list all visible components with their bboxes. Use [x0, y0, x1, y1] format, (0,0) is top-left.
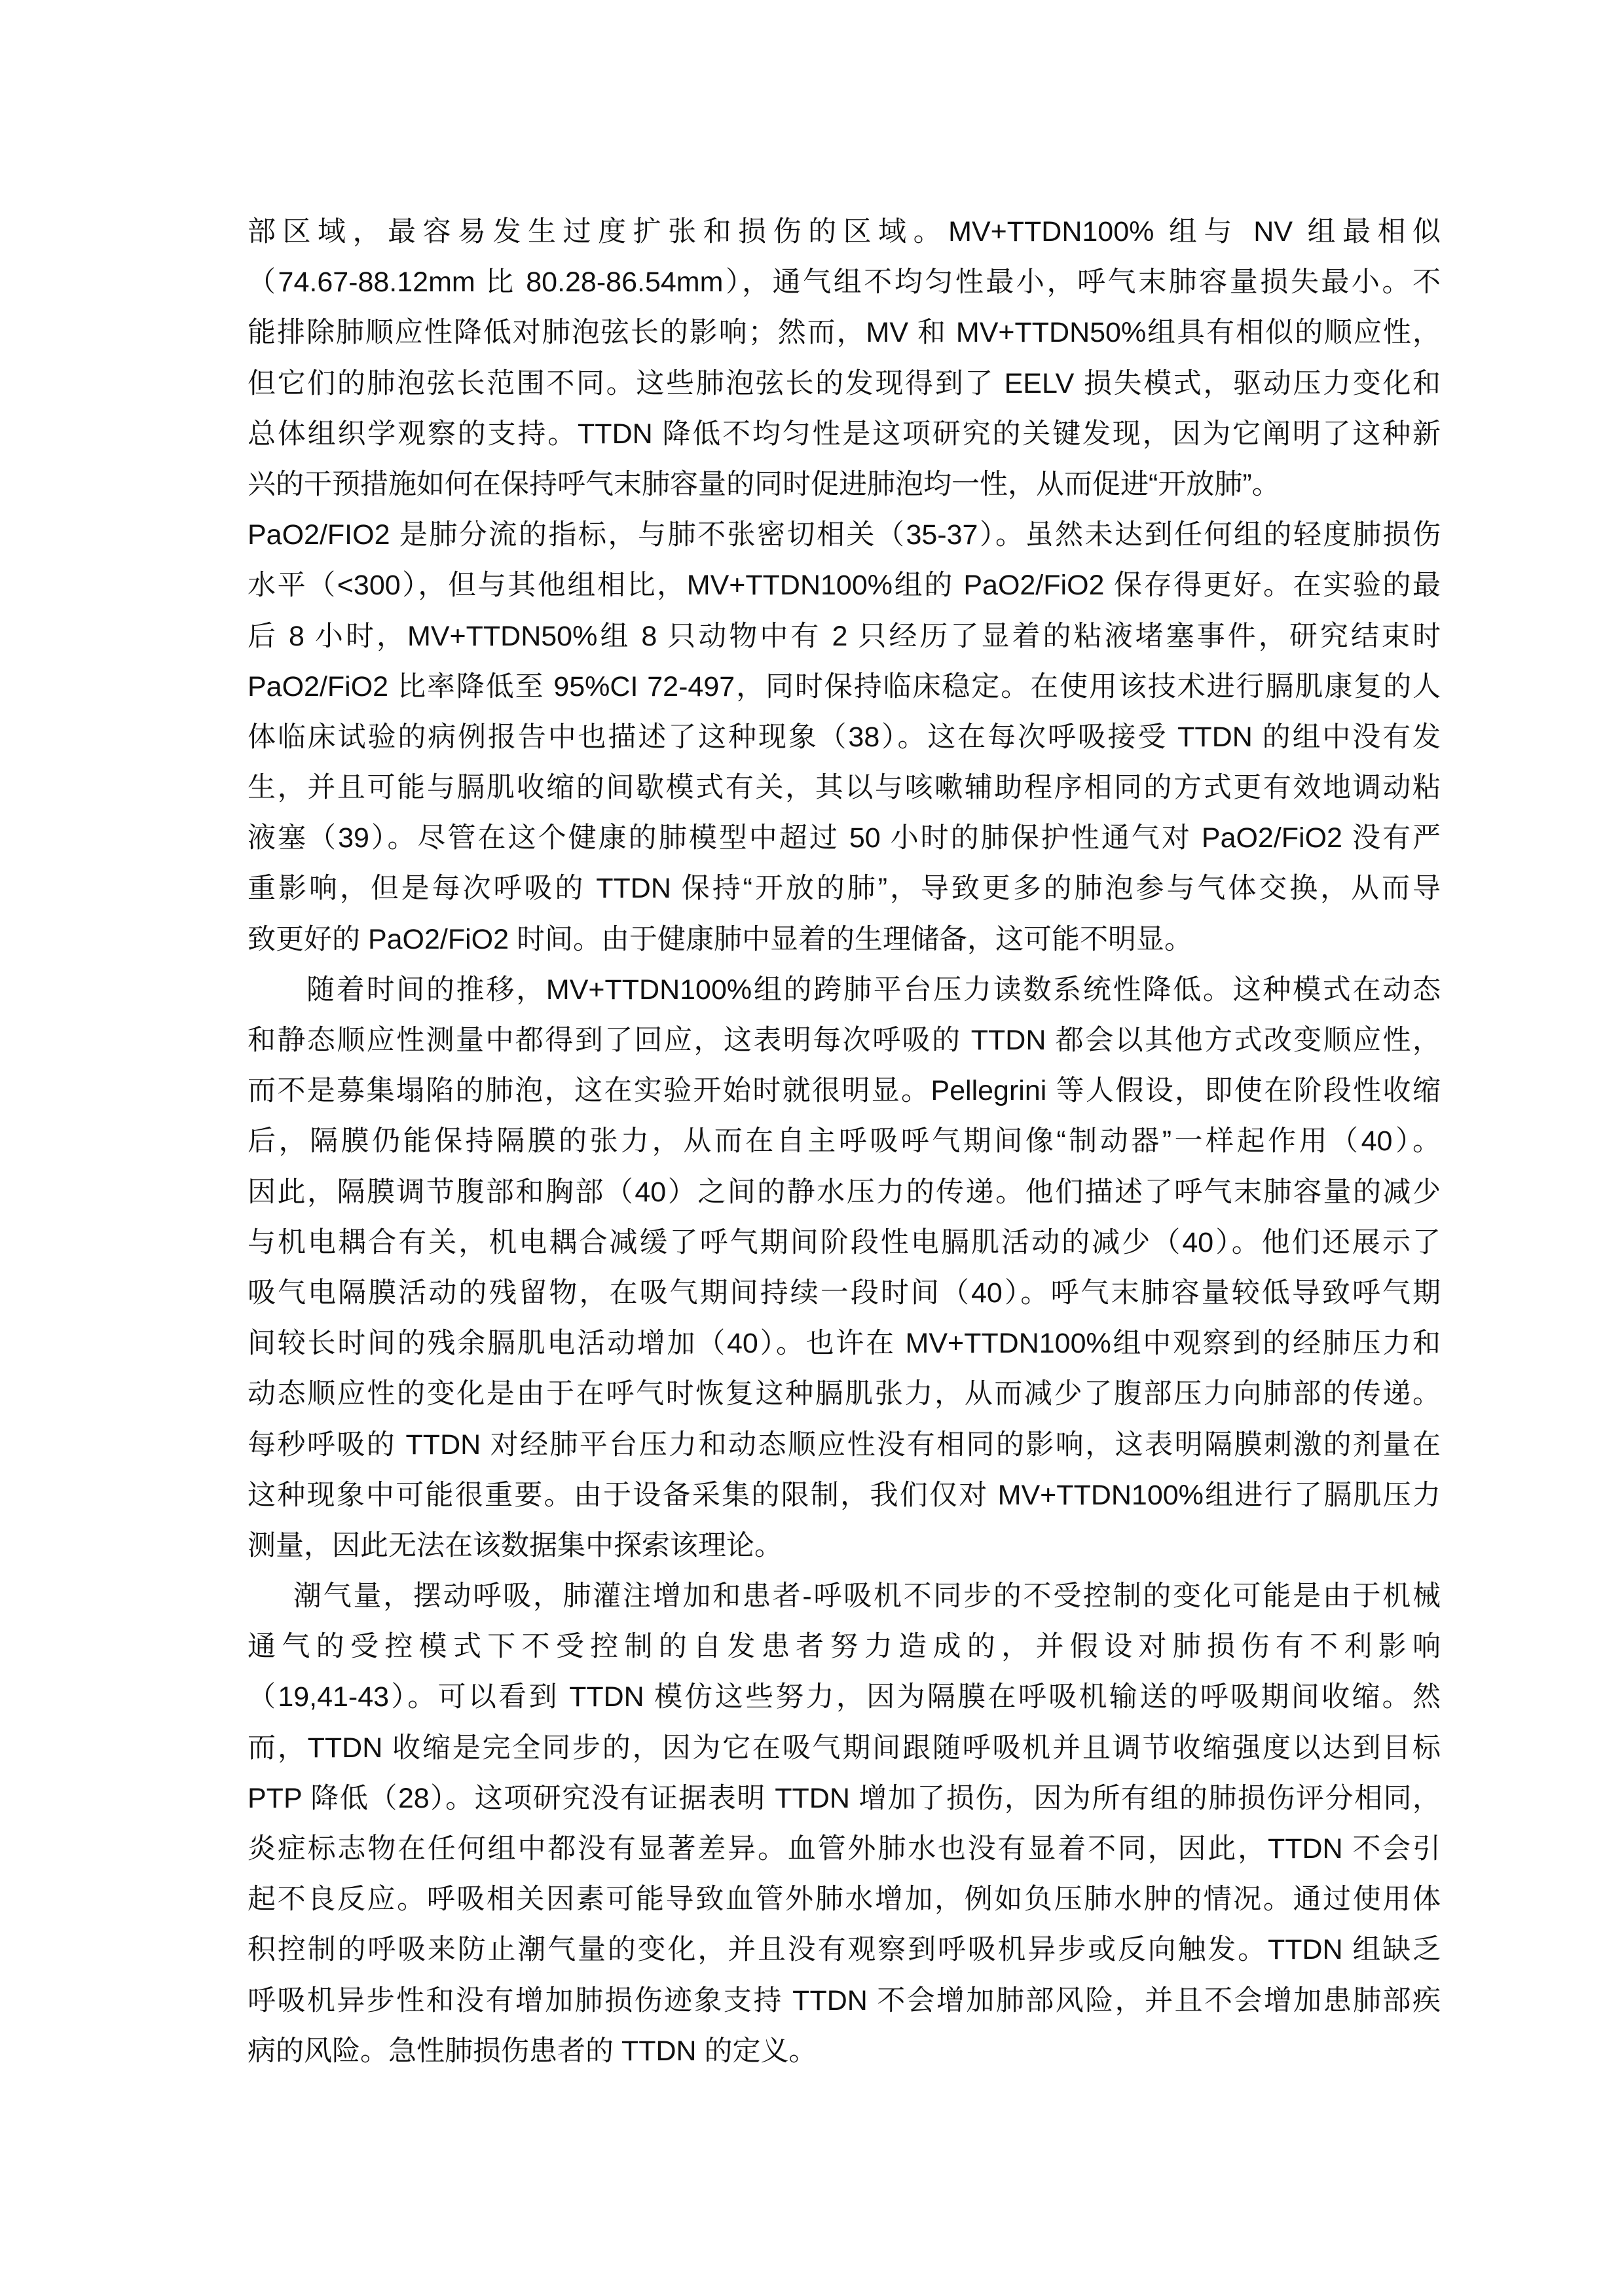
body-text: [248, 207, 1441, 2077]
paragraph-3-line-1: 随着时间的推移，MV+TTDN100%组的跨肺平台压力读数系统性降低。这种模式在动态: [306, 974, 1441, 1006]
paragraph-4-line-6: 炎症标志物在任何组中都没有显著差异。血管外肺水也没有显着不同，因此，TTDN 不会引: [248, 1833, 1441, 1865]
paragraph-4-line-4: 而，TTDN 收缩是完全同步的，因为它在吸气期间跟随呼吸机并且调节收缩强度以达到目标: [248, 1732, 1441, 1764]
paragraph-4-line-5: PTP 降低（28）。这项研究没有证据表明 TTDN 增加了损伤，因为所有组的肺损伤评分相同，: [248, 1782, 1441, 1814]
paragraph-2-line-6: 生，并且可能与膈肌收缩的间歇模式有关，其以与咳嗽辅助程序相同的方式更有效地调动粘: [248, 772, 1441, 804]
paragraph-2-line-2: 水平（<300），但与其他组相比，MV+TTDN100%组的 PaO2/FiO2 保存得更好。在实验的最: [248, 570, 1441, 602]
paragraph-4-line-9: 呼吸机异步性和没有增加肺损伤迹象支持 TTDN 不会增加肺部风险，并且不会增加患肺部疾: [248, 1984, 1441, 2016]
paragraph-2-line-9: 致更好的 PaO2/FiO2 时间。由于健康肺中显着的生理储备，这可能不明显。: [248, 923, 1192, 955]
paragraph-2-line-5: 体临床试验的病例报告中也描述了这种现象（38）。这在每次呼吸接受 TTDN 的组中没有发: [248, 721, 1441, 753]
paragraph-3-line-5: 因此，隔膜调节腹部和胸部（40）之间的静水压力的传递。他们描述了呼气末肺容量的减少: [248, 1176, 1441, 1208]
paragraph-4-line-1: 潮气量，摆动呼吸，肺灌注增加和患者-呼吸机不同步的不受控制的变化可能是由于机械: [293, 1580, 1441, 1613]
paragraph-4-line-10: 病的风险。急性肺损伤患者的 TTDN 的定义。: [248, 2035, 817, 2067]
paragraph-4-line-7: 起不良反应。呼吸相关因素可能导致血管外肺水增加，例如负压肺水肿的情况。通过使用体: [248, 1884, 1441, 1916]
paragraph-3-line-7: 吸气电隔膜活动的残留物，在吸气期间持续一段时间（40）。呼气末肺容量较低导致呼气期: [248, 1277, 1441, 1309]
paragraph-3-line-2: 和静态顺应性测量中都得到了回应，这表明每次呼吸的 TTDN 都会以其他方式改变顺应性，: [248, 1025, 1441, 1056]
paragraph-1: [248, 207, 1441, 510]
paragraph-4-line-2: 通气的受控模式下不受控制的自发患者努力造成的，并假设对肺损伤有不利影响: [248, 1631, 1441, 1663]
paragraph-2-line-8: 重影响，但是每次呼吸的 TTDN 保持“开放的肺”，导致更多的肺泡参与气体交换，从而导: [248, 873, 1441, 905]
paragraph-1-line-6: 兴的干预措施如何在保持呼气末肺容量的同时促进肺泡均一性，从而促进“开放肺”。: [248, 468, 1280, 500]
paragraph-3-line-6: 与机电耦合有关，机电耦合减缓了呼气期间阶段性电膈肌活动的减少（40）。他们还展示了: [248, 1226, 1441, 1258]
paragraph-4: [248, 1571, 1441, 2077]
paragraph-3: [248, 965, 1441, 1571]
paragraph-1-line-2: （74.67-88.12mm 比 80.28-86.54mm），通气组不均匀性最小，呼气末肺容量损失最小。不: [248, 266, 1441, 299]
paragraph-2-line-3: 后 8 小时，MV+TTDN50%组 8 只动物中有 2 只经历了显着的粘液堵塞事件，研究结束时: [248, 620, 1441, 652]
paragraph-4-line-3: （19,41-43）。可以看到 TTDN 模仿这些努力，因为隔膜在呼吸机输送的呼吸期间收缩。然: [248, 1681, 1441, 1713]
paragraph-3-line-4: 后，隔膜仍能保持隔膜的张力，从而在自主呼吸呼气期间像“制动器”一样起作用（40）。: [248, 1125, 1441, 1157]
paragraph-1-line-4: 但它们的肺泡弦长范围不同。这些肺泡弦长的发现得到了 EELV 损失模式，驱动压力变化和: [248, 367, 1441, 399]
paragraph-2-line-1: PaO2/FIO2 是肺分流的指标，与肺不张密切相关（35-37）。虽然未达到任何组的轻度肺损伤: [248, 519, 1441, 551]
paragraph-2: [248, 510, 1441, 965]
paragraph-3-line-10: 每秒呼吸的 TTDN 对经肺平台压力和动态顺应性没有相同的影响，这表明隔膜刺激的剂量在: [248, 1429, 1441, 1461]
paragraph-2-line-7: 液塞（39）。尽管在这个健康的肺模型中超过 50 小时的肺保护性通气对 PaO2/FiO2 没有严: [248, 822, 1441, 854]
paragraph-3-line-9: 动态顺应性的变化是由于在呼气时恢复这种膈肌张力，从而减少了腹部压力向肺部的传递。: [248, 1378, 1441, 1410]
paragraph-3-line-8: 间较长时间的残余膈肌电活动增加（40）。也许在 MV+TTDN100%组中观察到的经肺压力和: [248, 1328, 1441, 1360]
paragraph-3-line-12: 测量，因此无法在该数据集中探索该理论。: [248, 1529, 783, 1561]
paragraph-1-line-3: 能排除肺顺应性降低对肺泡弦长的影响；然而，MV 和 MV+TTDN50%组具有相似的顺应性，: [248, 317, 1441, 349]
paragraph-3-line-3: 而不是募集塌陷的肺泡，这在实验开始时就很明显。Pellegrini 等人假设，即使在阶段性收缩: [248, 1075, 1441, 1107]
paragraph-3-line-11: 这种现象中可能很重要。由于设备采集的限制，我们仅对 MV+TTDN100%组进行了膈肌压力: [248, 1479, 1441, 1511]
paragraph-2-line-4: PaO2/FiO2 比率降低至 95%CI 72-497，同时保持临床稳定。在使用该技术进行膈肌康复的人: [248, 670, 1441, 702]
paragraph-1-line-1: 部区域，最容易发生过度扩张和损伤的区域。MV+TTDN100% 组与 NV 组最相似: [248, 216, 1441, 247]
paragraph-1-line-5: 总体组织学观察的支持。TTDN 降低不均匀性是这项研究的关键发现，因为它阐明了这种新: [248, 418, 1441, 450]
paragraph-4-line-8: 积控制的呼吸来防止潮气量的变化，并且没有观察到呼吸机异步或反向触发。TTDN 组缺乏: [248, 1934, 1441, 1966]
